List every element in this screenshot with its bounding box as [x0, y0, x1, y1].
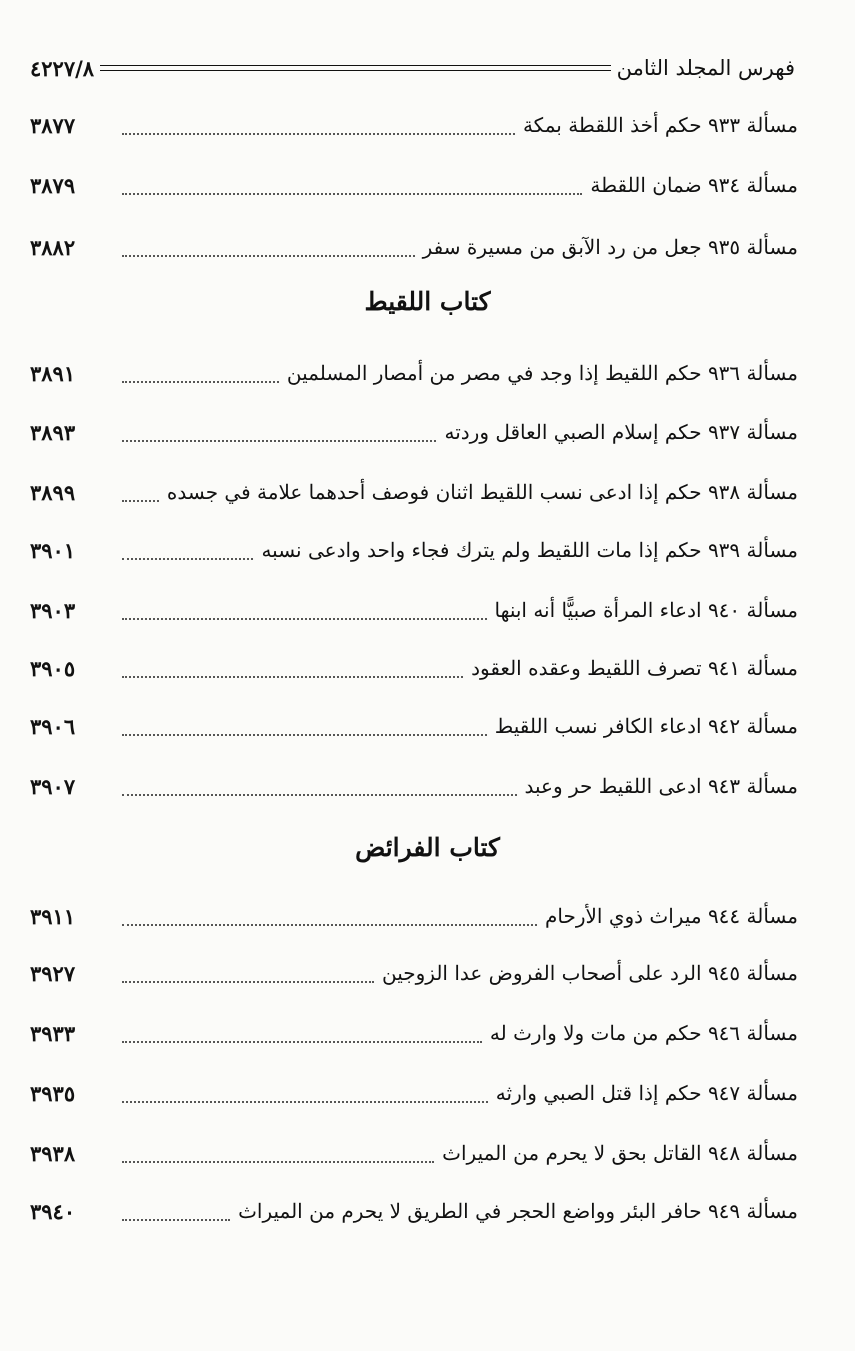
- index-entry: [30, 530, 798, 570]
- entry-label: مسألة ٩٤٥ الرد على أصحاب الفروض عدا الزوجين: [382, 961, 798, 985]
- leader-dots: [122, 439, 436, 442]
- leader-dots: [122, 1218, 230, 1221]
- index-entry: [30, 590, 798, 630]
- section-heading: كتاب اللقيط: [364, 287, 491, 316]
- entry-label: مسألة ٩٣٦ حكم اللقيط إذا وجد في مصر من أمصار المسلمين: [286, 361, 798, 385]
- index-entry: [30, 1191, 798, 1231]
- index-entry: [30, 472, 798, 512]
- entry-label: مسألة ٩٤٧ حكم إذا قتل الصبي وارثه: [495, 1081, 798, 1105]
- entry-label: مسألة ٩٤٢ ادعاء الكافر نسب اللقيط: [494, 714, 798, 738]
- leader-dots: [122, 980, 374, 983]
- entry-label: مسألة ٩٤٩ حافر البئر وواضع الحجر في الطريق لا يحرم من الميراث: [238, 1199, 798, 1223]
- leader-dots: [122, 1160, 434, 1163]
- index-entry: [30, 766, 798, 806]
- header-page-ref: ٤٢٢٧/٨: [30, 55, 95, 81]
- entry-page-number: ٣٩٠٧: [30, 773, 76, 799]
- entry-page-number: ٣٩٣٣: [30, 1020, 76, 1046]
- index-entry: [30, 1133, 798, 1173]
- entry-page-number: ٣٩٣٥: [30, 1080, 76, 1106]
- entry-label: مسألة ٩٤٠ ادعاء المرأة صبيًّا أنه ابنها: [494, 598, 798, 622]
- leader-dots: [122, 793, 517, 796]
- page-header: [30, 48, 795, 88]
- entry-page-number: ٣٨٧٧: [30, 112, 76, 138]
- index-entry: [30, 706, 798, 746]
- leader-dots: [122, 380, 279, 383]
- index-entry: [30, 1073, 798, 1113]
- leader-dots: [122, 675, 463, 678]
- index-entry: [30, 353, 798, 393]
- index-entry: [30, 227, 798, 267]
- leader-dots: [122, 1100, 488, 1103]
- entry-page-number: ٣٩٠٦: [30, 713, 76, 739]
- leader-dots: [122, 557, 253, 560]
- index-entry: [30, 105, 798, 145]
- entry-label: مسألة ٩٣٩ حكم إذا مات اللقيط ولم يترك فجاء واحد وادعى نسبه: [261, 538, 798, 562]
- entry-label: مسألة ٩٣٥ جعل من رد الآبق من مسيرة سفر: [422, 235, 798, 259]
- index-entry: [30, 648, 798, 688]
- leader-dots: [122, 1040, 482, 1043]
- index-entry: [30, 1013, 798, 1053]
- leader-dots: [122, 733, 487, 736]
- entry-page-number: ٣٩١١: [30, 903, 76, 929]
- entry-page-number: ٣٩٠٣: [30, 597, 76, 623]
- entry-label: مسألة ٩٤٣ ادعى اللقيط حر وعبد: [524, 774, 798, 798]
- entry-label: مسألة ٩٣٤ ضمان اللقطة: [590, 173, 798, 197]
- entry-label: مسألة ٩٣٧ حكم إسلام الصبي العاقل وردته: [444, 420, 798, 444]
- entry-page-number: ٣٩٢٧: [30, 960, 76, 986]
- leader-dots: [122, 192, 582, 195]
- entry-page-number: ٣٩٣٨: [30, 1140, 76, 1166]
- leader-dots: [122, 254, 415, 257]
- index-entry: [30, 896, 798, 936]
- entry-page-number: ٣٩٠٥: [30, 655, 76, 681]
- entry-page-number: ٣٨٩١: [30, 360, 76, 386]
- index-entry: [30, 953, 798, 993]
- entry-label: مسألة ٩٣٣ حكم أخذ اللقطة بمكة: [522, 113, 798, 137]
- entry-page-number: ٣٨٩٣: [30, 419, 76, 445]
- entry-page-number: ٣٨٨٢: [30, 234, 76, 260]
- entry-label: مسألة ٩٤٨ القاتل بحق لا يحرم من الميراث: [442, 1141, 798, 1165]
- leader-dots: [122, 132, 515, 135]
- entry-label: مسألة ٩٤٤ ميراث ذوي الأرحام: [545, 904, 798, 928]
- header-double-rule: [100, 65, 611, 71]
- entry-page-number: ٣٨٩٩: [30, 479, 76, 505]
- section-heading: كتاب الفرائض: [355, 833, 500, 862]
- entry-page-number: ٣٩٤٠: [30, 1198, 76, 1224]
- entry-label: مسألة ٩٤٦ حكم من مات ولا وارث له: [489, 1021, 798, 1045]
- index-entry: [30, 412, 798, 452]
- entry-label: مسألة ٩٣٨ حكم إذا ادعى نسب اللقيط اثنان فوصف أحدهما علامة في جسده: [166, 480, 798, 504]
- leader-dots: [122, 499, 159, 502]
- leader-dots: [122, 617, 487, 620]
- entry-page-number: ٣٨٧٩: [30, 172, 76, 198]
- leader-dots: [122, 923, 537, 926]
- entry-page-number: ٣٩٠١: [30, 537, 76, 563]
- entry-label: مسألة ٩٤١ تصرف اللقيط وعقده العقود: [471, 656, 798, 680]
- index-entry: [30, 165, 798, 205]
- header-title: فهرس المجلد الثامن: [616, 56, 795, 80]
